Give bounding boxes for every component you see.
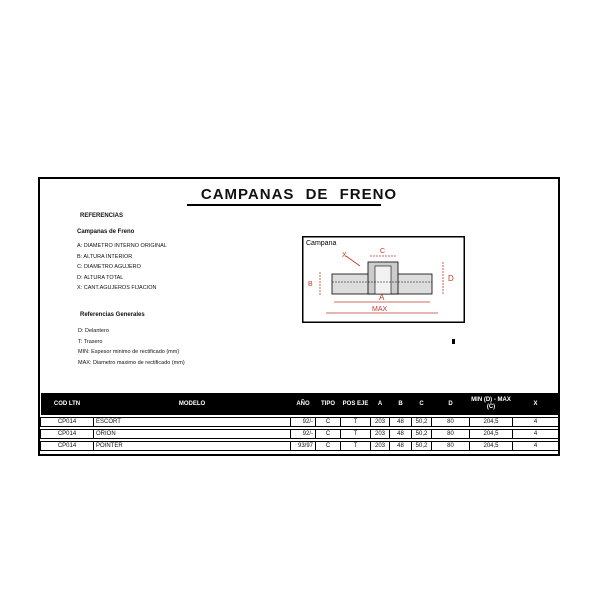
cell-type: C (316, 442, 341, 451)
cell-axle: T (341, 418, 371, 427)
col-header: A (371, 393, 390, 415)
col-header: X (513, 393, 559, 415)
title-underline (187, 204, 381, 206)
col-header: COD LTN (41, 393, 94, 415)
cell-year: 92/- (291, 418, 316, 427)
table-header-row (41, 393, 559, 415)
cell-model: POINTER (94, 442, 291, 451)
cell-x: 4 (513, 418, 559, 427)
dim-max-label: MAX (372, 306, 388, 313)
table-row (41, 430, 559, 439)
gen-item-min: MIN: Espesor minimo de rectificado (mm) (78, 349, 180, 355)
cell-a: 203 (371, 442, 390, 451)
cell-model: ESCORT (94, 418, 291, 427)
ref-item-d: D: ALTURA TOTAL (77, 275, 124, 281)
cell-code: CP014 (41, 430, 94, 439)
cell-year: 92/- (291, 430, 316, 439)
small-marker (452, 339, 455, 344)
col-header: D (432, 393, 470, 415)
table-row (41, 442, 559, 451)
cell-d: 80 (432, 442, 470, 451)
cell-type: C (316, 418, 341, 427)
cell-x: 4 (513, 442, 559, 451)
cell-code: CP014 (41, 442, 94, 451)
cell-axle: T (341, 442, 371, 451)
campanas-heading: Campanas de Freno (77, 229, 135, 235)
dim-d-label: D (448, 274, 454, 283)
cell-min-max: 204,5 (470, 430, 513, 439)
generales-heading: Referencias Generales (80, 312, 145, 318)
cell-year: 93/97 (291, 442, 316, 451)
dim-a-label: A (379, 293, 385, 302)
col-header: B (390, 393, 412, 415)
cell-x: 4 (513, 430, 559, 439)
dim-x-label: X (342, 252, 347, 259)
col-header: POS EJE (341, 393, 371, 415)
dim-b-label: B (308, 281, 313, 288)
cell-d: 80 (432, 430, 470, 439)
cell-min-max: 204,5 (470, 418, 513, 427)
referencias-heading: REFERENCIAS (80, 213, 124, 219)
gen-item-delantero: D: Delantero (78, 328, 109, 334)
ref-item-x: X: CANT.AGUJEROS FIJACION (77, 285, 157, 291)
cell-b: 48 (390, 430, 412, 439)
gen-item-max: MAX: Diametro maximo de rectificado (mm) (78, 360, 185, 366)
cell-model: ORION (94, 430, 291, 439)
diagram-label: Campana (306, 240, 337, 247)
page-title: CAMPANAS DE FRENO (200, 186, 398, 203)
ref-item-c: C: DIAMETRO AGUJERO (77, 264, 141, 270)
cell-b: 48 (390, 418, 412, 427)
cell-axle: T (341, 430, 371, 439)
gen-item-trasero: T: Trasero (78, 339, 103, 345)
brake-drum-diagram (302, 236, 465, 323)
cell-b: 48 (390, 442, 412, 451)
cell-a: 203 (371, 430, 390, 439)
ref-item-b: B: ALTURA INTERIOR (77, 254, 133, 260)
application-table (40, 393, 559, 451)
col-header: MIN (D) - MAX (C) (470, 393, 513, 415)
cell-c: 50,2 (412, 418, 432, 427)
cell-c: 50,2 (412, 442, 432, 451)
cell-min-max: 204,5 (470, 442, 513, 451)
cell-a: 203 (371, 418, 390, 427)
col-header: MODELO (94, 393, 291, 415)
table-row (41, 418, 559, 427)
dim-c-label: C (380, 248, 386, 255)
col-header: AÑO (291, 393, 316, 415)
col-header: TIPO (316, 393, 341, 415)
brake-drum-drawing (302, 236, 465, 323)
ref-item-a: A: DIAMETRO INTERNO ORIGINAL (77, 243, 167, 249)
cell-c: 50,2 (412, 430, 432, 439)
cell-type: C (316, 430, 341, 439)
col-header: C (412, 393, 432, 415)
cell-d: 80 (432, 418, 470, 427)
drum-hole (375, 266, 391, 294)
cell-code: CP014 (41, 418, 94, 427)
catalog-sheet (38, 177, 560, 456)
